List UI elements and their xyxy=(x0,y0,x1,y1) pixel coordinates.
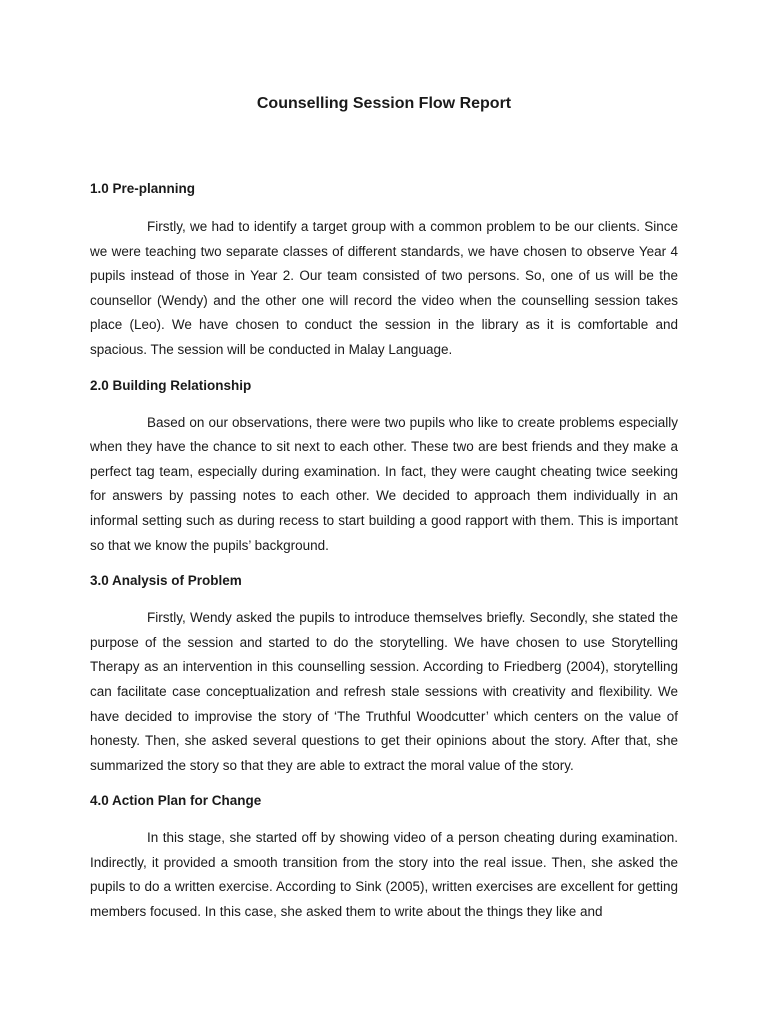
section-paragraph: Firstly, we had to identify a target group with a common problem to be our clients. Since we were teaching two separate classes of different standards, we have chosen to observe Year 4 pupils instead of those in Year 2. Our team consisted of two persons. So, one of us will be the counsellor (Wendy) and the other one will record the video when the counselling session takes place (Leo). We have chosen to conduct the session in the library as it is comfortable and spacious. The session will be conducted in Malay Language. xyxy=(90,219,678,357)
section-analysis-of-problem xyxy=(90,572,678,778)
section-heading: 1.0 Pre-planning xyxy=(90,181,196,196)
section-building-relationship xyxy=(90,377,678,559)
section-heading: 4.0 Action Plan for Change xyxy=(90,793,262,809)
document-body xyxy=(90,180,678,925)
document-title: Counselling Session Flow Report xyxy=(256,95,512,112)
section-action-plan-for-change xyxy=(90,792,678,924)
section-paragraph: Firstly, Wendy asked the pupils to introduce themselves briefly. Secondly, she stated the purpose of the session and started to do the storytelling. We have chosen to use Storytelling Therapy as an intervention in this counselling session. According to Friedberg (2004), storytelling can facilitate case conceptualization and refresh stale sessions with creativity and flexibility. We have decided to improvise the story of ‘The Truthful Woodcutter’ which centers on the value of honesty. Then, she asked several questions to get their opinions about the story. After that, she summarized the story so that they are able to extract the moral value of the story. xyxy=(90,610,678,773)
section-pre-planning xyxy=(90,180,678,363)
section-heading: 3.0 Analysis of Problem xyxy=(90,573,242,589)
section-paragraph: In this stage, she started off by showing video of a person cheating during examination. Indirectly, it provided a smooth transition from the story into the real issue. Then, she asked the pupils to do a written exercise. According to Sink (2005), written exercises are excellent for getting members focused. In this case, she asked them to write about the things they like and xyxy=(90,830,678,920)
section-heading: 2.0 Building Relationship xyxy=(90,377,252,393)
section-paragraph: Based on our observations, there were two pupils who like to create problems especially when they have the chance to sit next to each other. These two are best friends and they make a perfect tag team, especially during examination. In fact, they were caught cheating twice seeking for answers by passing notes to each other. We decided to approach them individually in an informal setting such as during recess to start building a good rapport with them. This is important so that we know the pupils’ background. xyxy=(90,414,678,553)
